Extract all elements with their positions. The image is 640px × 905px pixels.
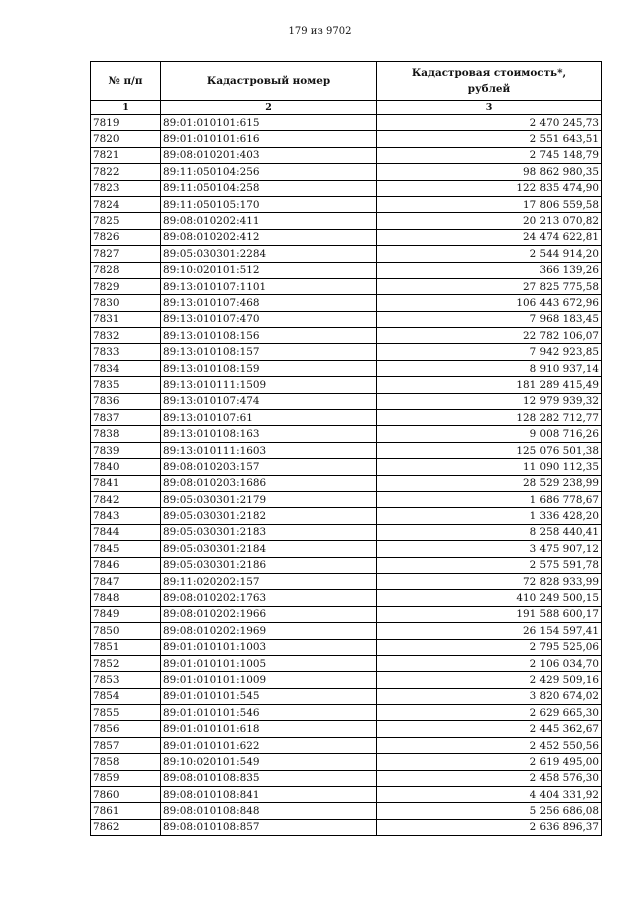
row-no-cell: 7846 bbox=[91, 557, 161, 573]
row-no-cell: 7859 bbox=[91, 770, 161, 786]
cad-cost-cell: 3 820 674,02 bbox=[377, 688, 602, 704]
cad-cost-cell: 2 429 509,16 bbox=[377, 672, 602, 688]
table-row bbox=[91, 623, 602, 639]
cad-number-cell: 89:08:010202:1966 bbox=[161, 606, 377, 622]
cad-cost-cell: 72 828 933,99 bbox=[377, 573, 602, 589]
row-no-cell: 7826 bbox=[91, 229, 161, 245]
table-row bbox=[91, 278, 602, 294]
cad-cost-cell: 1 686 778,67 bbox=[377, 491, 602, 507]
row-no-cell: 7842 bbox=[91, 491, 161, 507]
cad-cost-cell: 2 745 148,79 bbox=[377, 147, 602, 163]
table-row bbox=[91, 246, 602, 262]
table-row bbox=[91, 557, 602, 573]
row-no-cell: 7823 bbox=[91, 180, 161, 196]
table-row bbox=[91, 508, 602, 524]
table-row bbox=[91, 295, 602, 311]
table-row bbox=[91, 344, 602, 360]
row-no-cell: 7835 bbox=[91, 377, 161, 393]
cad-number-cell: 89:11:050104:258 bbox=[161, 180, 377, 196]
cad-number-cell: 89:13:010108:163 bbox=[161, 426, 377, 442]
row-no-cell: 7825 bbox=[91, 213, 161, 229]
table-row bbox=[91, 131, 602, 147]
row-no-cell: 7836 bbox=[91, 393, 161, 409]
cad-cost-cell: 1 336 428,20 bbox=[377, 508, 602, 524]
row-no-cell: 7821 bbox=[91, 147, 161, 163]
table-row bbox=[91, 803, 602, 819]
table-body bbox=[91, 115, 602, 836]
cad-cost-cell: 125 076 501,38 bbox=[377, 442, 602, 458]
row-no-cell: 7837 bbox=[91, 410, 161, 426]
table-row bbox=[91, 819, 602, 835]
table-row bbox=[91, 590, 602, 606]
cad-number-cell: 89:08:010108:857 bbox=[161, 819, 377, 835]
row-no-cell: 7822 bbox=[91, 164, 161, 180]
cad-cost-cell: 9 008 716,26 bbox=[377, 426, 602, 442]
cad-number-cell: 89:10:020101:549 bbox=[161, 754, 377, 770]
table-row bbox=[91, 164, 602, 180]
cad-cost-cell: 2 795 525,06 bbox=[377, 639, 602, 655]
cad-number-cell: 89:08:010108:848 bbox=[161, 803, 377, 819]
table-row bbox=[91, 655, 602, 671]
cad-cost-cell: 7 942 923,85 bbox=[377, 344, 602, 360]
row-no-cell: 7853 bbox=[91, 672, 161, 688]
header-row-no: № п/п bbox=[91, 62, 161, 101]
cad-cost-cell: 128 282 712,77 bbox=[377, 410, 602, 426]
table-row bbox=[91, 606, 602, 622]
cad-number-cell: 89:01:010101:1005 bbox=[161, 655, 377, 671]
header-cad-number: Кадастровый номер bbox=[161, 62, 377, 101]
table-row bbox=[91, 705, 602, 721]
col-number-1: 1 bbox=[91, 101, 161, 115]
cad-number-cell: 89:13:010107:468 bbox=[161, 295, 377, 311]
cad-number-cell: 89:13:010108:159 bbox=[161, 360, 377, 376]
table-row bbox=[91, 426, 602, 442]
row-no-cell: 7847 bbox=[91, 573, 161, 589]
cad-cost-cell: 366 139,26 bbox=[377, 262, 602, 278]
table-row bbox=[91, 393, 602, 409]
row-no-cell: 7851 bbox=[91, 639, 161, 655]
table-row bbox=[91, 787, 602, 803]
table-row bbox=[91, 541, 602, 557]
row-no-cell: 7828 bbox=[91, 262, 161, 278]
row-no-cell: 7854 bbox=[91, 688, 161, 704]
cad-number-cell: 89:13:010108:157 bbox=[161, 344, 377, 360]
cad-number-cell: 89:08:010108:835 bbox=[161, 770, 377, 786]
table-row bbox=[91, 721, 602, 737]
cad-number-cell: 89:10:020101:512 bbox=[161, 262, 377, 278]
cad-cost-cell: 24 474 622,81 bbox=[377, 229, 602, 245]
cad-cost-cell: 22 782 106,07 bbox=[377, 328, 602, 344]
cad-cost-cell: 106 443 672,96 bbox=[377, 295, 602, 311]
table-row bbox=[91, 770, 602, 786]
table-header-row bbox=[91, 62, 602, 101]
row-no-cell: 7849 bbox=[91, 606, 161, 622]
row-no-cell: 7845 bbox=[91, 541, 161, 557]
row-no-cell: 7830 bbox=[91, 295, 161, 311]
table-row bbox=[91, 180, 602, 196]
cad-number-cell: 89:01:010101:546 bbox=[161, 705, 377, 721]
row-no-cell: 7831 bbox=[91, 311, 161, 327]
cad-number-cell: 89:05:030301:2184 bbox=[161, 541, 377, 557]
cad-number-cell: 89:08:010202:411 bbox=[161, 213, 377, 229]
row-no-cell: 7857 bbox=[91, 737, 161, 753]
cad-cost-cell: 5 256 686,08 bbox=[377, 803, 602, 819]
table-row bbox=[91, 475, 602, 491]
cad-cost-cell: 2 452 550,56 bbox=[377, 737, 602, 753]
row-no-cell: 7827 bbox=[91, 246, 161, 262]
cad-cost-cell: 2 544 914,20 bbox=[377, 246, 602, 262]
cad-cost-cell: 2 470 245,73 bbox=[377, 115, 602, 131]
cad-cost-cell: 2 458 576,30 bbox=[377, 770, 602, 786]
row-no-cell: 7841 bbox=[91, 475, 161, 491]
row-no-cell: 7852 bbox=[91, 655, 161, 671]
cad-cost-cell: 11 090 112,35 bbox=[377, 459, 602, 475]
cad-cost-cell: 2 629 665,30 bbox=[377, 705, 602, 721]
cad-number-cell: 89:01:010101:1009 bbox=[161, 672, 377, 688]
table-row bbox=[91, 410, 602, 426]
row-no-cell: 7844 bbox=[91, 524, 161, 540]
table-row bbox=[91, 213, 602, 229]
cad-cost-cell: 2 445 362,67 bbox=[377, 721, 602, 737]
table-row bbox=[91, 115, 602, 131]
cad-number-cell: 89:13:010107:61 bbox=[161, 410, 377, 426]
col-number-3: 3 bbox=[377, 101, 602, 115]
header-cad-cost bbox=[377, 62, 602, 101]
cad-cost-cell: 2 575 591,78 bbox=[377, 557, 602, 573]
cad-cost-cell: 28 529 238,99 bbox=[377, 475, 602, 491]
cad-number-cell: 89:13:010107:470 bbox=[161, 311, 377, 327]
table-row bbox=[91, 491, 602, 507]
cad-number-cell: 89:13:010108:156 bbox=[161, 328, 377, 344]
cad-number-cell: 89:08:010108:841 bbox=[161, 787, 377, 803]
cad-cost-cell: 4 404 331,92 bbox=[377, 787, 602, 803]
cad-number-cell: 89:01:010101:622 bbox=[161, 737, 377, 753]
cad-number-cell: 89:11:050104:256 bbox=[161, 164, 377, 180]
cad-cost-cell: 2 636 896,37 bbox=[377, 819, 602, 835]
table-row bbox=[91, 147, 602, 163]
cad-cost-cell: 26 154 597,41 bbox=[377, 623, 602, 639]
cad-number-cell: 89:01:010101:615 bbox=[161, 115, 377, 131]
table-row bbox=[91, 262, 602, 278]
row-no-cell: 7858 bbox=[91, 754, 161, 770]
table-row bbox=[91, 672, 602, 688]
cad-number-cell: 89:08:010203:1686 bbox=[161, 475, 377, 491]
cad-cost-cell: 2 619 495,00 bbox=[377, 754, 602, 770]
table-row bbox=[91, 360, 602, 376]
cad-number-cell: 89:11:050105:170 bbox=[161, 196, 377, 212]
row-no-cell: 7824 bbox=[91, 196, 161, 212]
table-row bbox=[91, 328, 602, 344]
cad-cost-cell: 20 213 070,82 bbox=[377, 213, 602, 229]
page-number: 179 из 9702 bbox=[288, 26, 352, 37]
cad-number-cell: 89:05:030301:2186 bbox=[161, 557, 377, 573]
cad-cost-cell: 191 588 600,17 bbox=[377, 606, 602, 622]
table-row bbox=[91, 639, 602, 655]
cad-cost-cell: 122 835 474,90 bbox=[377, 180, 602, 196]
cad-number-cell: 89:13:010107:474 bbox=[161, 393, 377, 409]
row-no-cell: 7850 bbox=[91, 623, 161, 639]
row-no-cell: 7832 bbox=[91, 328, 161, 344]
table-row bbox=[91, 737, 602, 753]
table-row bbox=[91, 573, 602, 589]
row-no-cell: 7839 bbox=[91, 442, 161, 458]
cad-cost-cell: 3 475 907,12 bbox=[377, 541, 602, 557]
cad-number-cell: 89:13:010111:1509 bbox=[161, 377, 377, 393]
table-row bbox=[91, 442, 602, 458]
column-numbers-row bbox=[91, 101, 602, 115]
cad-number-cell: 89:05:030301:2183 bbox=[161, 524, 377, 540]
row-no-cell: 7833 bbox=[91, 344, 161, 360]
cad-number-cell: 89:13:010107:1101 bbox=[161, 278, 377, 294]
cad-cost-cell: 98 862 980,35 bbox=[377, 164, 602, 180]
cad-number-cell: 89:08:010202:1969 bbox=[161, 623, 377, 639]
cad-number-cell: 89:01:010101:1003 bbox=[161, 639, 377, 655]
cad-number-cell: 89:11:020202:157 bbox=[161, 573, 377, 589]
cad-number-cell: 89:08:010202:1763 bbox=[161, 590, 377, 606]
table-row bbox=[91, 377, 602, 393]
row-no-cell: 7855 bbox=[91, 705, 161, 721]
row-no-cell: 7840 bbox=[91, 459, 161, 475]
row-no-cell: 7860 bbox=[91, 787, 161, 803]
cadastre-table bbox=[90, 61, 602, 836]
row-no-cell: 7820 bbox=[91, 131, 161, 147]
row-no-cell: 7838 bbox=[91, 426, 161, 442]
table-row bbox=[91, 311, 602, 327]
cad-number-cell: 89:08:010202:412 bbox=[161, 229, 377, 245]
table-row bbox=[91, 196, 602, 212]
cad-cost-cell: 7 968 183,45 bbox=[377, 311, 602, 327]
row-no-cell: 7856 bbox=[91, 721, 161, 737]
table-row bbox=[91, 229, 602, 245]
cad-number-cell: 89:08:010203:157 bbox=[161, 459, 377, 475]
cad-cost-cell: 181 289 415,49 bbox=[377, 377, 602, 393]
cad-cost-cell: 12 979 939,32 bbox=[377, 393, 602, 409]
cad-cost-cell: 410 249 500,15 bbox=[377, 590, 602, 606]
row-no-cell: 7843 bbox=[91, 508, 161, 524]
cad-cost-cell: 8 910 937,14 bbox=[377, 360, 602, 376]
cad-cost-cell: 2 106 034,70 bbox=[377, 655, 602, 671]
table-row bbox=[91, 688, 602, 704]
row-no-cell: 7862 bbox=[91, 819, 161, 835]
row-no-cell: 7848 bbox=[91, 590, 161, 606]
table-row bbox=[91, 459, 602, 475]
row-no-cell: 7829 bbox=[91, 278, 161, 294]
cad-number-cell: 89:01:010101:616 bbox=[161, 131, 377, 147]
cad-number-cell: 89:05:030301:2182 bbox=[161, 508, 377, 524]
cad-number-cell: 89:01:010101:545 bbox=[161, 688, 377, 704]
cad-cost-cell: 17 806 559,58 bbox=[377, 196, 602, 212]
cad-cost-cell: 2 551 643,51 bbox=[377, 131, 602, 147]
cad-number-cell: 89:05:030301:2179 bbox=[161, 491, 377, 507]
cad-cost-cell: 8 258 440,41 bbox=[377, 524, 602, 540]
row-no-cell: 7819 bbox=[91, 115, 161, 131]
row-no-cell: 7861 bbox=[91, 803, 161, 819]
table-row bbox=[91, 524, 602, 540]
cad-number-cell: 89:01:010101:618 bbox=[161, 721, 377, 737]
table-row bbox=[91, 754, 602, 770]
row-no-cell: 7834 bbox=[91, 360, 161, 376]
cad-number-cell: 89:13:010111:1603 bbox=[161, 442, 377, 458]
header-cad-cost-line2: рублей bbox=[467, 83, 511, 95]
header-cad-cost-line1: Кадастровая стоимость*, bbox=[411, 67, 567, 79]
col-number-2: 2 bbox=[161, 101, 377, 115]
cad-number-cell: 89:08:010201:403 bbox=[161, 147, 377, 163]
cad-number-cell: 89:05:030301:2284 bbox=[161, 246, 377, 262]
cad-cost-cell: 27 825 775,58 bbox=[377, 278, 602, 294]
